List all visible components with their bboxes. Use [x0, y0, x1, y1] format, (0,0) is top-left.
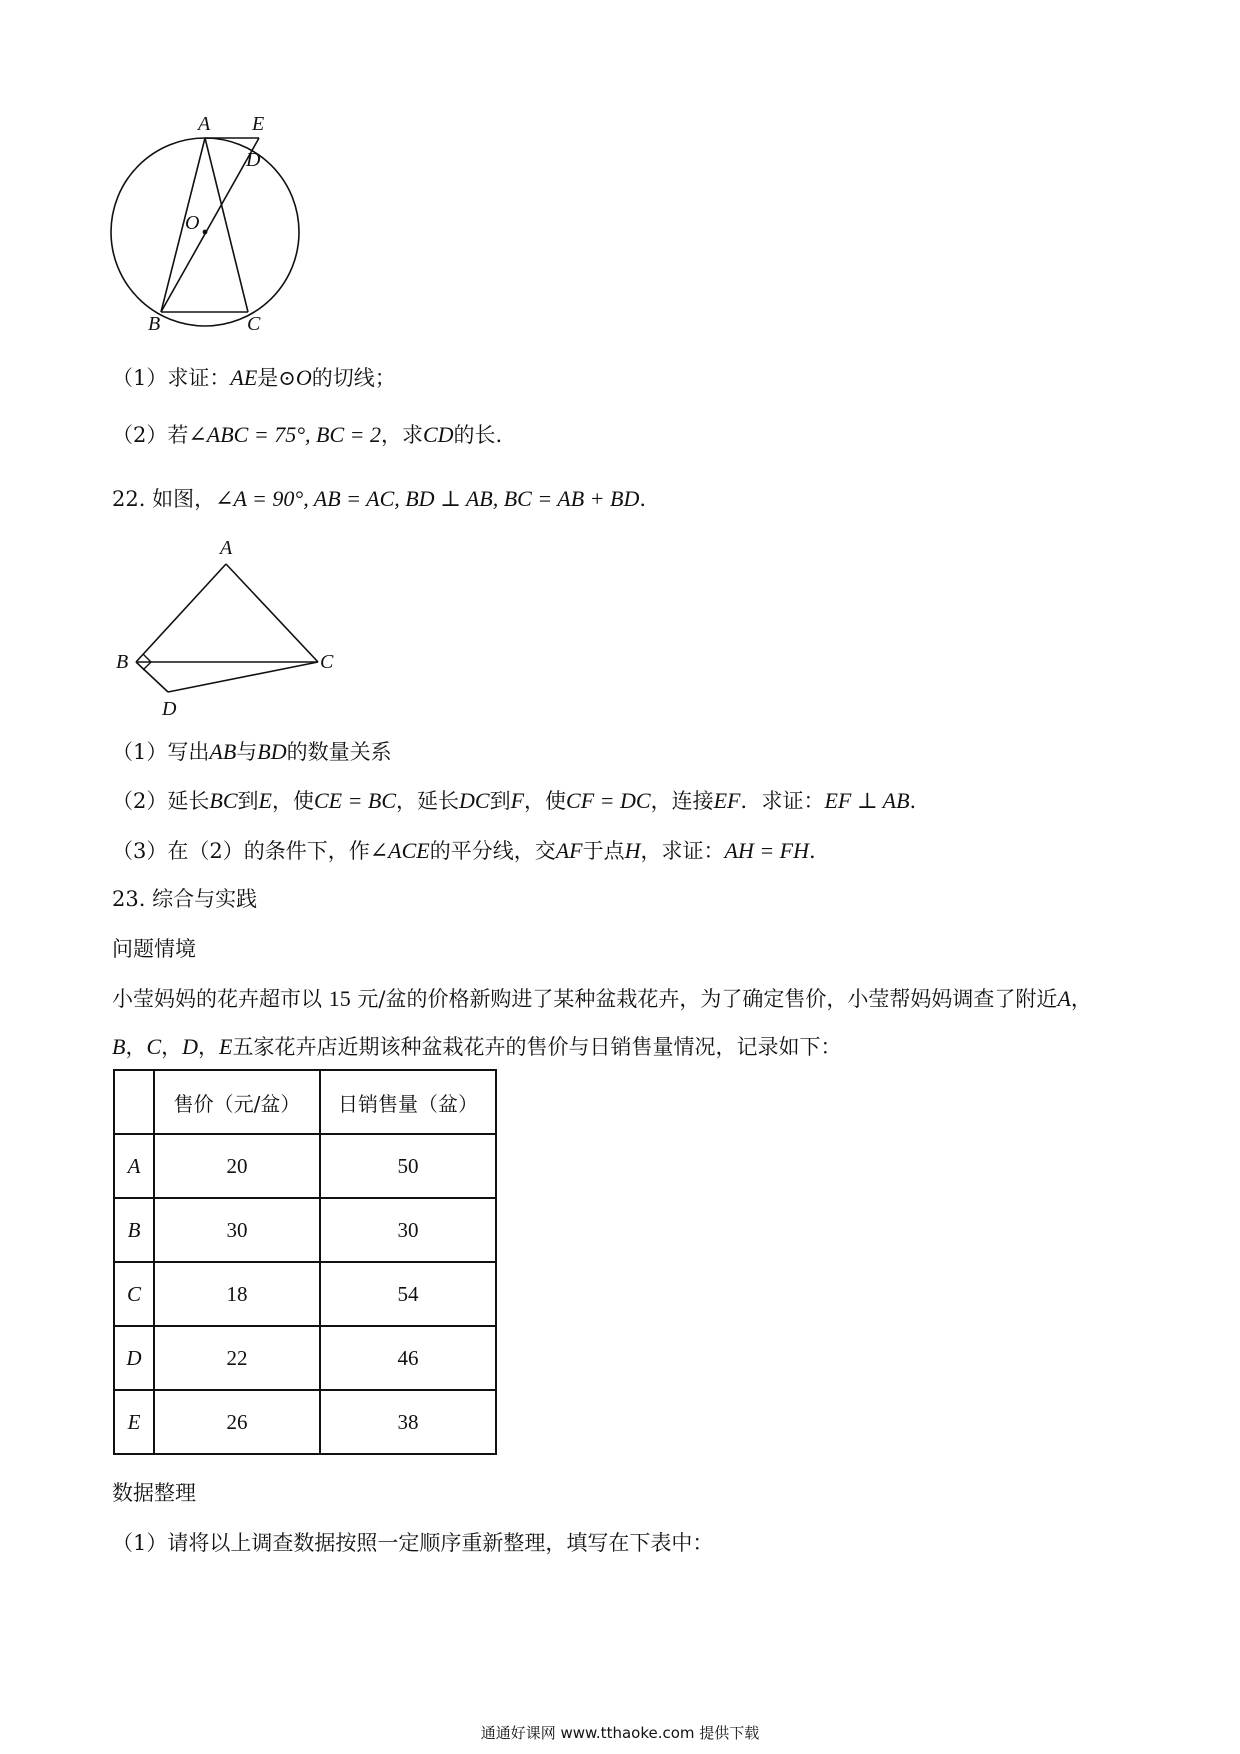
sales-cell: 30 [320, 1198, 496, 1262]
segment-ab [136, 564, 226, 662]
label-e: E [252, 113, 265, 135]
label-b: B [116, 651, 129, 673]
q22-part2: （2）延长BC到E，使CE = BC，延长DC到F，使CF = DC，连接EF．求证：EF ⊥ AB. [112, 788, 917, 813]
center-dot [203, 230, 208, 235]
triangle-figure [112, 535, 342, 725]
segment-bd [136, 662, 168, 692]
table-row [114, 1326, 496, 1390]
segment-be [161, 138, 259, 312]
row-label: E [114, 1390, 154, 1454]
price-cell: 20 [154, 1134, 320, 1198]
label-d: D [162, 698, 177, 720]
survey-table [113, 1069, 497, 1455]
q22-part3: （3）在（2）的条件下，作∠ACE的平分线，交AF于点H，求证：AH = FH. [112, 838, 816, 863]
q23-paragraph-line1: 小莹妈妈的花卉超市以 15 元/盆的价格新购进了某种盆栽花卉，为了确定售价，小莹帮妈妈调查了附近A， [112, 986, 1092, 1011]
label-c: C [320, 651, 334, 673]
circle-figure [100, 105, 310, 345]
label-o: O [185, 212, 200, 234]
q23-section2-heading: 数据整理 [112, 1481, 196, 1505]
sales-cell: 54 [320, 1262, 496, 1326]
q22-part1: （1）写出AB与BD的数量关系 [112, 739, 392, 764]
label-b: B [148, 313, 161, 335]
row-label: C [114, 1262, 154, 1326]
row-label: D [114, 1326, 154, 1390]
q23-section-heading: 问题情境 [112, 937, 196, 961]
table-row [114, 1134, 496, 1198]
q23-part1: （1）请将以上调查数据按照一定顺序重新整理，填写在下表中： [112, 1531, 714, 1555]
table-row [114, 1198, 496, 1262]
table-header-cell: 售价（元/盆） [154, 1070, 320, 1134]
table-header-row [114, 1070, 496, 1134]
q23-paragraph-line2: B，C，D，E五家花卉店近期该种盆栽花卉的售价与日销售量情况，记录如下： [112, 1034, 842, 1059]
segment-dc [168, 662, 318, 692]
row-label: B [114, 1198, 154, 1262]
q22-stem: 22. 如图，∠A = 90°, AB = AC, BD ⊥ AB, BC = AB + BD. [112, 486, 647, 511]
segment-ac [205, 138, 248, 312]
row-label: A [114, 1134, 154, 1198]
segment-ac [226, 564, 318, 662]
label-d: D [246, 149, 261, 171]
price-cell: 26 [154, 1390, 320, 1454]
table-header-cell [114, 1070, 154, 1134]
label-c: C [247, 313, 261, 335]
label-a: A [198, 113, 211, 135]
sales-cell: 50 [320, 1134, 496, 1198]
footer-credit: 通通好课网 www.tthaoke.com 提供下载 [480, 1724, 760, 1742]
sales-cell: 38 [320, 1390, 496, 1454]
table-row [114, 1262, 496, 1326]
price-cell: 30 [154, 1198, 320, 1262]
label-a: A [220, 537, 233, 559]
price-cell: 18 [154, 1262, 320, 1326]
price-cell: 22 [154, 1326, 320, 1390]
q23-title: 23. 综合与实践 [112, 887, 258, 911]
sales-cell: 46 [320, 1326, 496, 1390]
q21-part1: （1）求证：AE是⊙O的切线； [112, 365, 396, 390]
table-header-cell: 日销售量（盆） [320, 1070, 496, 1134]
q21-part2: （2）若∠ABC = 75°, BC = 2，求CD的长. [112, 422, 503, 447]
table-row [114, 1390, 496, 1454]
